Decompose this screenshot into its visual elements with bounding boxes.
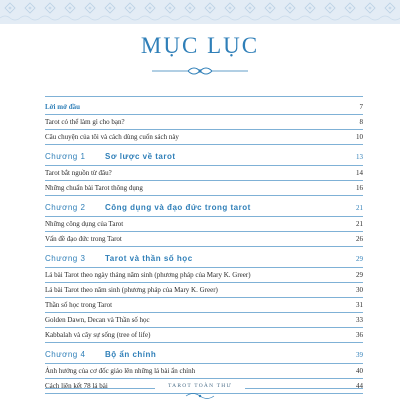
chapter-title: Công dụng và đạo đức trong tarot <box>105 203 251 212</box>
chapter-title: Bộ ẩn chính <box>105 350 157 359</box>
toc-entry-page: 21 <box>356 220 363 228</box>
toc-entry-label: Ảnh hưởng của cơ đốc giáo lên những lá bài ẩn chính <box>45 367 196 375</box>
toc-intro-page: 7 <box>359 103 363 111</box>
top-decorative-border <box>0 0 400 24</box>
chapter-page: 13 <box>356 153 363 161</box>
toc-entry[interactable] <box>45 232 363 247</box>
toc-entry-label: Lá bài Tarot theo ngày tháng năm sinh (phương pháp của Mary K. Greer) <box>45 271 251 279</box>
top-border-pattern <box>0 0 400 24</box>
toc-entry-page: 14 <box>356 169 363 177</box>
toc-entry-label: Golden Dawn, Decan và Thần số học <box>45 316 150 324</box>
toc-entry-page: 10 <box>356 133 363 141</box>
toc-entry-label: Thần số học trong Tarot <box>45 301 113 309</box>
toc-entry[interactable] <box>45 283 363 298</box>
toc-entry-label: Những chuẩn bài Tarot thông dụng <box>45 184 143 192</box>
footer-ornament-icon <box>184 391 216 400</box>
toc-chapter-3[interactable] <box>45 251 363 268</box>
toc-entry[interactable] <box>45 313 363 328</box>
toc-entry[interactable] <box>45 115 363 130</box>
toc-entry-label: Vấn đề đạo đức trong Tarot <box>45 235 122 243</box>
toc-entry-label: Tarot có thể làm gì cho bạn? <box>45 118 125 126</box>
toc-chapter-1[interactable] <box>45 149 363 166</box>
page-title: MỤC LỤC <box>140 33 260 58</box>
toc-entry-label: Những công dụng của Tarot <box>45 220 124 228</box>
chapter-number: Chương 4 <box>45 350 86 359</box>
footer-title: TAROT TOÀN THƯ <box>168 383 232 389</box>
toc-entry-page: 33 <box>356 316 363 324</box>
toc-entry[interactable] <box>45 166 363 181</box>
toc-entry[interactable] <box>45 217 363 232</box>
table-of-contents <box>45 100 363 394</box>
chapter-page: 39 <box>356 351 363 359</box>
toc-entry[interactable] <box>45 130 363 145</box>
toc-chapter-4[interactable] <box>45 347 363 364</box>
toc-chapter-2[interactable] <box>45 200 363 217</box>
chapter-number: Chương 1 <box>45 152 86 161</box>
toc-intro-row[interactable] <box>45 100 363 115</box>
title-ornament-icon <box>150 63 250 79</box>
chapter-page: 29 <box>356 255 363 263</box>
chapter-number: Chương 2 <box>45 203 86 212</box>
toc-entry-page: 29 <box>356 271 363 279</box>
chapter-page: 21 <box>356 204 363 212</box>
toc-entry-page: 36 <box>356 331 363 339</box>
page-footer <box>0 382 400 400</box>
toc-entry[interactable] <box>45 364 363 379</box>
toc-entry-page: 44 <box>356 382 363 390</box>
toc-top-rule <box>45 96 363 97</box>
toc-entry-page: 31 <box>356 301 363 309</box>
toc-entry-label: Kabbalah và cây sự sống (tree of life) <box>45 331 151 339</box>
toc-entry-label: Cách liên kết 78 lá bài <box>45 382 108 390</box>
footer-rule-right <box>245 388 363 389</box>
toc-entry[interactable] <box>45 268 363 283</box>
toc-intro-label: Lời mở đầu <box>45 103 80 111</box>
toc-entry-page: 30 <box>356 286 363 294</box>
toc-entry-page: 26 <box>356 235 363 243</box>
chapter-title: Tarot và thần số học <box>105 254 193 263</box>
toc-entry[interactable] <box>45 181 363 196</box>
chapter-title: Sơ lược về tarot <box>105 152 176 161</box>
toc-entry-label: Lá bài Tarot theo năm sinh (phương pháp của Mary K. Greer) <box>45 286 218 294</box>
toc-entry-page: 40 <box>356 367 363 375</box>
toc-entry-page: 8 <box>359 118 363 126</box>
toc-entry[interactable] <box>45 298 363 313</box>
toc-entry-label: Tarot bắt nguồn từ đâu? <box>45 169 112 177</box>
toc-entry-page: 16 <box>356 184 363 192</box>
toc-entry[interactable] <box>45 328 363 343</box>
toc-entry-label: Câu chuyện của tôi và cách dùng cuốn sách này <box>45 133 179 141</box>
chapter-number: Chương 3 <box>45 254 86 263</box>
